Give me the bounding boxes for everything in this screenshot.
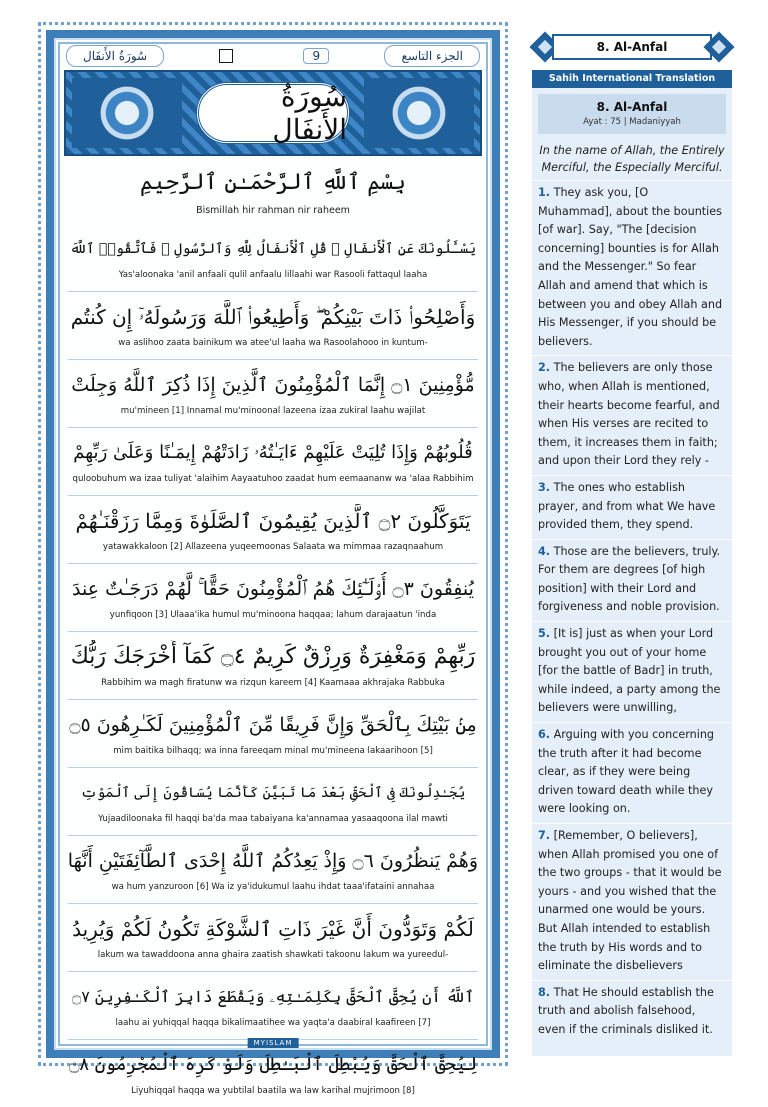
verse-number: 5. bbox=[538, 627, 551, 641]
surah-banner bbox=[64, 70, 482, 156]
verse-line bbox=[68, 699, 478, 767]
verse-line-transliteration: mu'mineen [1] Innamal mu'minoonal lazeena izaa zukiral laahu wajilat bbox=[120, 406, 426, 416]
bismillah-arabic: بِسْمِ ٱللَّهِ ٱلرَّحْمَـٰنِ ٱلرَّحِيمِ bbox=[140, 170, 406, 195]
verse-line-arabic: رَبِّهِمْ وَمَغْفِرَةٌ وَرِزْقٌ كَرِيمٌ ۝٤ كَمَآ أَخْرَجَكَ رَبُّكَ bbox=[70, 644, 476, 669]
verse-number: 7. bbox=[538, 829, 551, 842]
verse-line bbox=[68, 495, 478, 563]
verse-line-arabic: يَسْـَٔلُونَكَ عَنِ ٱلْأَنفَالِ ۖ قُلِ ٱلْأَنفَالُ لِلَّهِ وَٱلرَّسُولِ ۖ فَٱتَّقُوا۟ ٱللَّهَ bbox=[69, 241, 477, 257]
verse-line-transliteration: yatawakkaloon [2] Allazeena yuqeemoonas Salaata wa mimmaa razaqnaahum bbox=[102, 542, 444, 552]
verse-line-arabic: مِنۢ بَيْتِكَ بِٱلْحَقِّ وَإِنَّ فَرِيقًا مِّنَ ٱلْمُؤْمِنِينَ لَكَـٰرِهُونَ ۝٥ bbox=[69, 714, 477, 736]
verse-line bbox=[68, 291, 478, 359]
verse-line-transliteration: Yujaadiloonaka fil haqqi ba'da maa tabaiyana ka'annamaa yasaaqoona ilal mawti bbox=[98, 814, 448, 824]
verse-text: That He should establish the truth and abolish falsehood, even if the criminals disliked it. bbox=[538, 985, 714, 1036]
translation-panel bbox=[532, 70, 732, 1056]
page-number-box bbox=[219, 49, 233, 63]
verse-text: Those are the believers, truly. For them are degrees [of high position] with their Lord and forgiveness and noble provision. bbox=[538, 544, 721, 614]
verse-line-transliteration: Yas'aloonaka 'anil anfaali qulil anfaalu lillaahi war Rasooli fattaqul laaha bbox=[118, 270, 428, 280]
mushaf-page bbox=[46, 30, 500, 1096]
verse-line bbox=[68, 767, 478, 835]
verse-line-transliteration: wa hum yanzuroon [6] Wa iz ya'idukumul laahu ihdat taaa'ifataini annahaa bbox=[111, 882, 435, 892]
verse-translation bbox=[532, 475, 732, 539]
verse-text: Arguing with you concerning the truth after it had become clear, as if they were being driven toward death while they were looking on. bbox=[538, 728, 715, 816]
verse-translation bbox=[532, 823, 732, 980]
surah-title-cartouche: سُورَةُ الأَنفَال bbox=[196, 82, 350, 144]
verse-translation bbox=[532, 980, 732, 1044]
verse-line-transliteration: lakum wa tawaddoona anna ghaira zaatish shawkati takoonu lakum wa yureedul- bbox=[97, 950, 449, 960]
bismillah-translation: In the name of Allah, the Entirely Merciful, the Especially Merciful. bbox=[539, 144, 725, 174]
juz-number: 9 bbox=[303, 48, 329, 64]
bismillah-transliteration: Bismillah hir rahman nir raheem bbox=[196, 205, 350, 216]
verse-line-arabic: مُّؤْمِنِينَ ۝١ إِنَّمَا ٱلْمُؤْمِنُونَ ٱلَّذِينَ إِذَا ذُكِرَ ٱللَّهُ وَجِلَتْ bbox=[71, 374, 475, 396]
verse-number: 1. bbox=[538, 186, 551, 199]
verse-line bbox=[68, 224, 478, 291]
verse-line-transliteration: mim baitika bilhaqq; wa inna fareeqam minal mu'mineena lakaarihoon [5] bbox=[113, 746, 433, 756]
verse-line-arabic: وَهُمْ يَنظُرُونَ ۝٦ وَإِذْ يَعِدُكُمُ ٱللَّهُ إِحْدَى ٱلطَّآئِفَتَيْنِ أَنَّهَا bbox=[68, 850, 478, 872]
verse-number: 4. bbox=[538, 544, 551, 558]
page-header bbox=[66, 44, 480, 68]
verse-line bbox=[68, 903, 478, 971]
verse-line bbox=[68, 563, 478, 631]
surah-title-bar bbox=[532, 32, 732, 62]
verse-number: 2. bbox=[538, 361, 551, 375]
juz-label: الجزء التاسع bbox=[384, 45, 480, 67]
verse-line-transliteration: Liyuhiqqal haqqa wa yubtilal baatila wa law karihal mujrimoon [8] bbox=[131, 1086, 415, 1096]
verse-line bbox=[68, 835, 478, 903]
translation-column bbox=[532, 32, 732, 1056]
verse-text: They ask you, [O Muhammad], about the bounties [of war]. Say, "The [decision concerning] bounties is for Allah and the Messenger." So fear Allah and amend that which is between you and obey Allah and His Messenger, if you should be believers. bbox=[538, 186, 723, 348]
verse-line-arabic: يَتَوَكَّلُونَ ۝٢ ٱلَّذِينَ يُقِيمُونَ ٱلصَّلَوٰةَ وَمِمَّا رَزَقْنَـٰهُمْ bbox=[75, 509, 471, 533]
footer-logo: MYISLAM bbox=[248, 1038, 299, 1048]
surah-info-title: 8. Al-Anfal bbox=[596, 100, 668, 114]
verse-line bbox=[68, 1039, 478, 1107]
verse-line-transliteration: yunfiqoon [3] Ulaaa'ika humul mu'minoona haqqaa; lahum darajaatun 'inda bbox=[109, 610, 437, 620]
verse-line-arabic: وَأَصْلِحُوا۟ ذَاتَ بَيْنِكُمْ ۖ وَأَطِيعُوا۟ ٱللَّهَ وَرَسُولَهُۥٓ إِن كُنتُم bbox=[70, 305, 476, 329]
verse-lines bbox=[68, 224, 478, 1107]
surah-info-box bbox=[538, 94, 726, 134]
verse-line-arabic: يُنفِقُونَ ۝٣ أُو۟لَـٰٓئِكَ هُمُ ٱلْمُؤْمِنُونَ حَقًّا ۚ لَّهُمْ دَرَجَـٰتٌ عِندَ bbox=[72, 578, 474, 600]
verse-text: The ones who establish prayer, and from what We have provided them, they spend. bbox=[538, 480, 716, 532]
verse-line-transliteration: Rabbihim wa magh firatunw wa rizqun kareem [4] Kaamaaa akhrajaka Rabbuka bbox=[101, 678, 445, 688]
verse-text: [It is] just as when your Lord brought you out of your home [for the battle of Badr] in truth, while indeed, a party among the believers were unwilling, bbox=[538, 627, 721, 715]
verse-translation bbox=[532, 621, 732, 722]
banner-ornament-left bbox=[72, 78, 182, 148]
verse-line-transliteration: wa aslihoo zaata bainikum wa atee'ul laaha wa Rasoolahooo in kuntum- bbox=[118, 338, 428, 348]
verse-translation bbox=[532, 180, 732, 355]
verse-line-arabic: لَكُمْ وَتَوَدُّونَ أَنَّ غَيْرَ ذَاتِ ٱلشَّوْكَةِ تَكُونُ لَكُمْ وَيُرِيدُ bbox=[72, 917, 474, 941]
verse-line bbox=[68, 971, 478, 1039]
verse-line bbox=[68, 427, 478, 495]
verse-line-arabic: قُلُوبُهُمْ وَإِذَا تُلِيَتْ عَلَيْهِمْ ءَايَـٰتُهُۥ زَادَتْهُمْ إِيمَـٰنًا وَعَلَىٰ رَبِّهِمْ bbox=[73, 442, 473, 463]
verse-translation bbox=[532, 722, 732, 823]
banner-ornament-right bbox=[364, 78, 474, 148]
verse-line bbox=[68, 359, 478, 427]
verse-line bbox=[68, 631, 478, 699]
translation-label: Sahih International Translation bbox=[532, 70, 732, 88]
verse-text: [Remember, O believers], when Allah promised you one of the two groups - that it would be yours - and you wished that the unarmed one would be yours. But Allah intended to establish the truth by His words and to eliminate the disbelievers bbox=[538, 829, 722, 973]
verse-number: 6. bbox=[538, 728, 551, 742]
verse-line-arabic: ٱللَّهُ أَن يُحِقَّ ٱلْحَقَّ بِكَلِمَـٰتِهِۦ وَيَقْطَعَ دَابِرَ ٱلْكَـٰفِرِينَ ۝٧ bbox=[71, 987, 475, 1006]
verse-line-arabic: يُجَـٰدِلُونَكَ فِى ٱلْحَقِّ بَعْدَ مَا تَبَيَّنَ كَأَنَّمَا يُسَاقُونَ إِلَى ٱلْمَوْتِ bbox=[80, 785, 466, 801]
verse-translation bbox=[532, 539, 732, 621]
verse-number: 8. bbox=[538, 985, 551, 999]
verse-line-transliteration: laahu ai yuhiqqal haqqa bikalimaatihee wa yaqta'a daabiral kaafireen [7] bbox=[115, 1018, 431, 1028]
surah-name-header: سُورَةُ الأَنفَال bbox=[66, 45, 164, 67]
verse-line-transliteration: quloobuhum wa izaa tuliyat 'alaihim Aayaatuhoo zaadat hum eemaananw wa 'alaa Rabbihim bbox=[72, 474, 474, 484]
surah-title: 8. Al-Anfal bbox=[552, 34, 712, 60]
verse-translations bbox=[532, 180, 732, 1044]
verse-text: The believers are only those who, when Allah is mentioned, their hearts become fearful, and when His verses are recited to them, it increases them in faith; and upon their Lord they rely - bbox=[538, 361, 720, 468]
verse-number: 3. bbox=[538, 480, 551, 494]
verse-line-arabic: لِيُحِقَّ ٱلْحَقَّ وَيُبْطِلَ ٱلْبَـٰطِلَ وَلَوْ كَرِهَ ٱلْمُجْرِمُونَ ۝٨ bbox=[68, 1054, 478, 1075]
verse-translation bbox=[532, 355, 732, 475]
surah-info-meta: Ayat : 75 | Madaniyyah bbox=[583, 117, 681, 127]
